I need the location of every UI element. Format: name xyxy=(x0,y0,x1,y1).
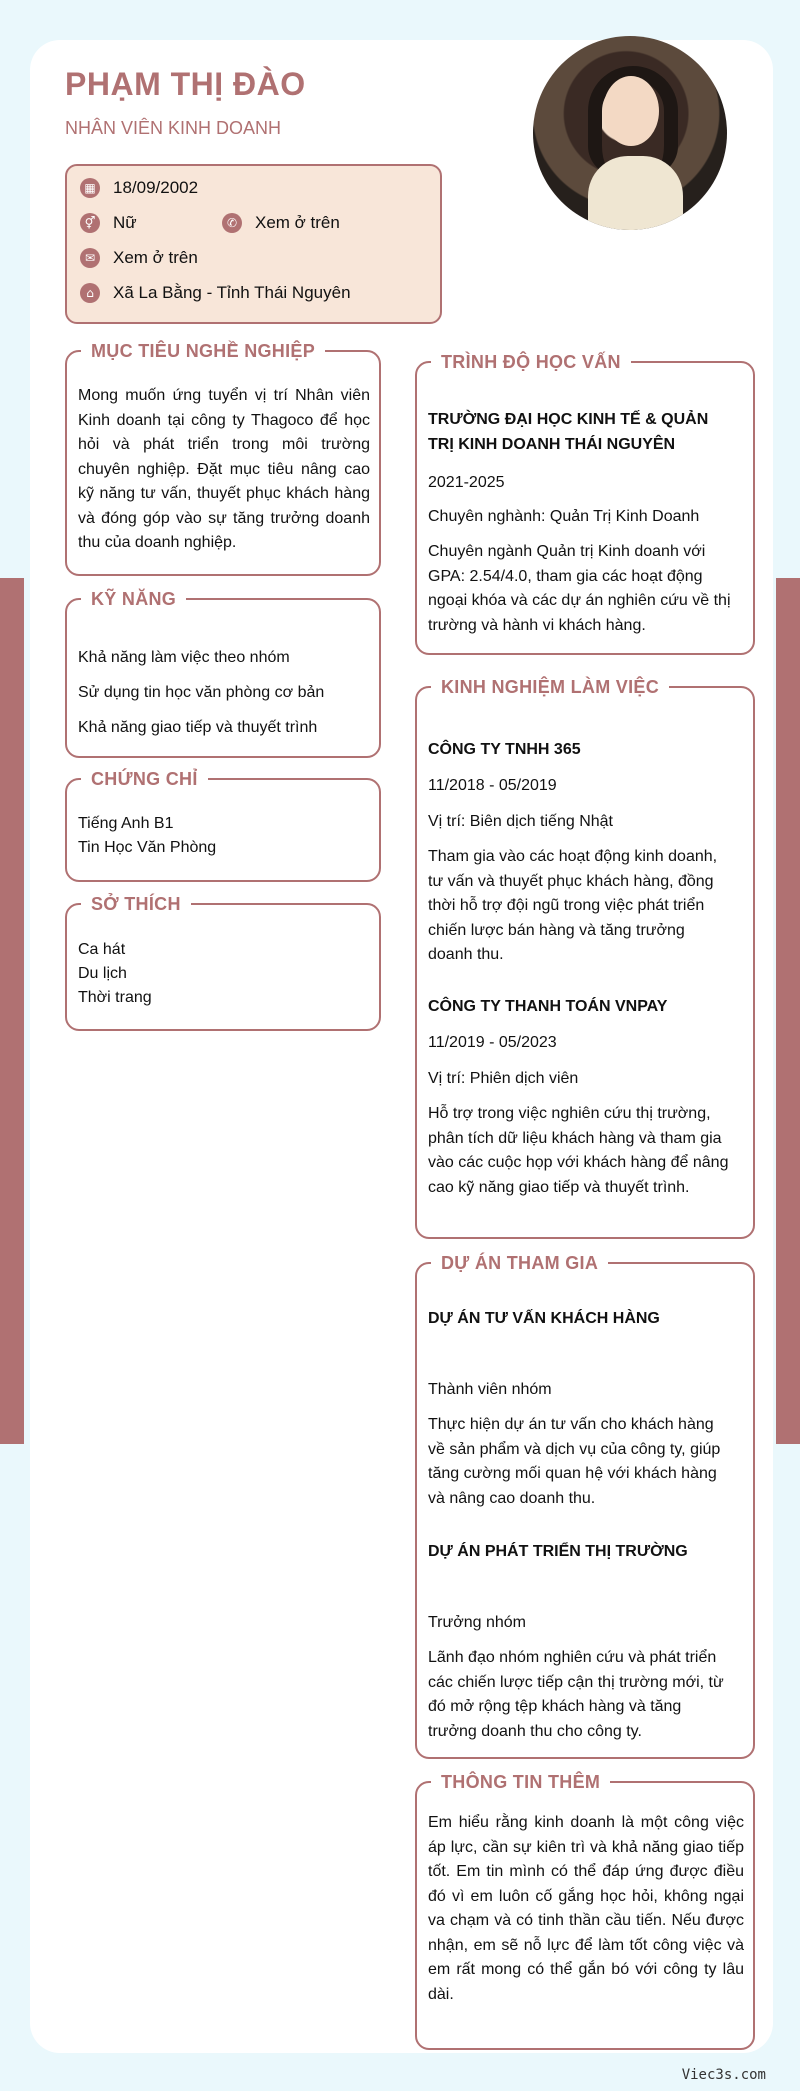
skill-item: Khả năng làm việc theo nhóm xyxy=(78,649,290,666)
project-name: DỰ ÁN TƯ VẤN KHÁCH HÀNG xyxy=(428,1310,660,1327)
education-title: TRÌNH ĐỘ HỌC VẤN xyxy=(431,350,631,374)
additional-info-text: Em hiểu rằng kinh doanh là một công việc áp lực, cần sự kiên trì và khả năng giao tiếp tốt. Em tin mình có thể đáp ứng được điều đó vì em luôn cố gắng học hỏi, không ngại va chạm và có tinh thần cầu tiến. Nếu được nhận, em sẽ nỗ lực để làm tốt công việc và em rất mong có thể gắn bó với công ty lâu dài. xyxy=(428,1814,744,2003)
phone-icon: ✆ xyxy=(222,213,242,233)
candidate-role: NHÂN VIÊN KINH DOANH xyxy=(65,118,282,138)
projects-title: DỰ ÁN THAM GIA xyxy=(431,1251,608,1275)
job-position: Vị trí: Phiên dịch viên xyxy=(428,1070,579,1087)
project-description: Lãnh đạo nhóm nghiên cứu và phát triển các chiến lược tiếp cận thị trường mới, từ đó mở rộng tệp khách hàng và tăng trưởng doanh thu cho công ty. xyxy=(428,1649,724,1740)
certificates-title: CHỨNG CHỈ xyxy=(81,767,208,791)
education-period: 2021-2025 xyxy=(428,474,505,491)
avatar-face xyxy=(603,76,659,146)
career-objective-text: Mong muốn ứng tuyển vị trí Nhân viên Kinh doanh tại công ty Thagoco để học hỏi và phát triển trong môi trường chuyên nghiệp. Đặt mục tiêu nâng cao kỹ năng tư vấn, thuyết phục khách hàng và đóng góp vào sự tăng trưởng doanh thu của doanh nghiệp. xyxy=(78,387,370,551)
school-name: TRƯỜNG ĐẠI HỌC KINH TẾ & QUẢN TRỊ KINH DOANH THÁI NGUYÊN xyxy=(428,411,709,453)
project-role: Trưởng nhóm xyxy=(428,1614,526,1631)
skill-item: Sử dụng tin học văn phòng cơ bản xyxy=(78,684,325,701)
avatar xyxy=(533,36,727,230)
project-description: Thực hiện dự án tư vấn cho khách hàng về sản phẩm và dịch vụ của công ty, giúp tăng cường mối quan hệ với khách hàng và nâng cao doanh thu. xyxy=(428,1416,721,1507)
education-major: Chuyên nghành: Quản Trị Kinh Doanh xyxy=(428,508,700,525)
projects-section xyxy=(415,1253,755,1759)
phone-value: Xem ở trên xyxy=(255,213,340,232)
birthday-row xyxy=(80,178,198,198)
skills-title: KỸ NĂNG xyxy=(81,587,186,611)
job-period: 11/2018 - 05/2019 xyxy=(428,777,557,794)
phone-row xyxy=(222,213,340,233)
project-role: Thành viên nhóm xyxy=(428,1381,552,1398)
certificates-section xyxy=(65,769,381,882)
email-icon: ✉ xyxy=(80,248,100,268)
hobby-item: Ca hát xyxy=(78,941,126,958)
skills-section xyxy=(65,589,381,758)
job-company: CÔNG TY TNHH 365 xyxy=(428,741,581,758)
experience-title: KINH NGHIỆM LÀM VIỆC xyxy=(431,675,669,699)
hobbies-section xyxy=(65,894,381,1031)
gender-row xyxy=(80,213,137,233)
job-period: 11/2019 - 05/2023 xyxy=(428,1034,557,1051)
personal-info-box xyxy=(65,164,442,324)
candidate-name: PHẠM THỊ ĐÀO xyxy=(65,66,306,102)
hobby-item: Thời trang xyxy=(78,989,152,1006)
address-value: Xã La Bằng - Tỉnh Thái Nguyên xyxy=(113,283,351,302)
hobbies-title: SỞ THÍCH xyxy=(81,892,191,916)
career-objective-title: MỤC TIÊU NGHỀ NGHIỆP xyxy=(81,339,325,363)
email-value: Xem ở trên xyxy=(113,248,198,267)
experience-section xyxy=(415,677,755,1239)
watermark: Viec3s.com xyxy=(681,2067,766,2083)
project-name: DỰ ÁN PHÁT TRIỂN THỊ TRƯỜNG xyxy=(428,1543,688,1560)
avatar-shirt xyxy=(588,156,683,230)
job-description: Hỗ trợ trong việc nghiên cứu thị trường, phân tích dữ liệu khách hàng và tham gia vào các cuộc họp với khách hàng để nâng cao kỹ năng giao tiếp và thuyết trình. xyxy=(428,1105,729,1196)
education-description: Chuyên ngành Quản trị Kinh doanh với GPA: 2.54/4.0, tham gia các hoạt động ngoại khóa và các dự án nghiên cứu về thị trường và hành vi khách hàng. xyxy=(428,543,731,634)
job-company: CÔNG TY THANH TOÁN VNPAY xyxy=(428,998,668,1015)
gender-icon: ⚥ xyxy=(80,213,100,233)
job-position: Vị trí: Biên dịch tiếng Nhật xyxy=(428,813,613,830)
email-row xyxy=(80,248,198,268)
education-section xyxy=(415,352,755,655)
certificate-item: Tiếng Anh B1 xyxy=(78,815,174,832)
additional-info-title: THÔNG TIN THÊM xyxy=(431,1770,610,1794)
job-description: Tham gia vào các hoạt động kinh doanh, tư vấn và thuyết phục khách hàng, đồng thời hỗ trợ đội ngũ trong việc phát triển chiến lược bán hàng và tăng trưởng doanh thu. xyxy=(428,848,718,963)
skill-item: Khả năng giao tiếp và thuyết trình xyxy=(78,719,318,736)
gender-value: Nữ xyxy=(113,213,137,232)
home-icon: ⌂ xyxy=(80,283,100,303)
birthday-value: 18/09/2002 xyxy=(113,178,199,197)
additional-info-section xyxy=(415,1772,755,2050)
career-objective-section xyxy=(65,341,381,576)
calendar-icon: ▦ xyxy=(80,178,100,198)
address-row xyxy=(80,283,351,303)
right-accent-bar xyxy=(776,578,800,1444)
hobby-item: Du lịch xyxy=(78,965,127,982)
left-accent-bar xyxy=(0,578,24,1444)
certificate-item: Tin Học Văn Phòng xyxy=(78,839,217,856)
